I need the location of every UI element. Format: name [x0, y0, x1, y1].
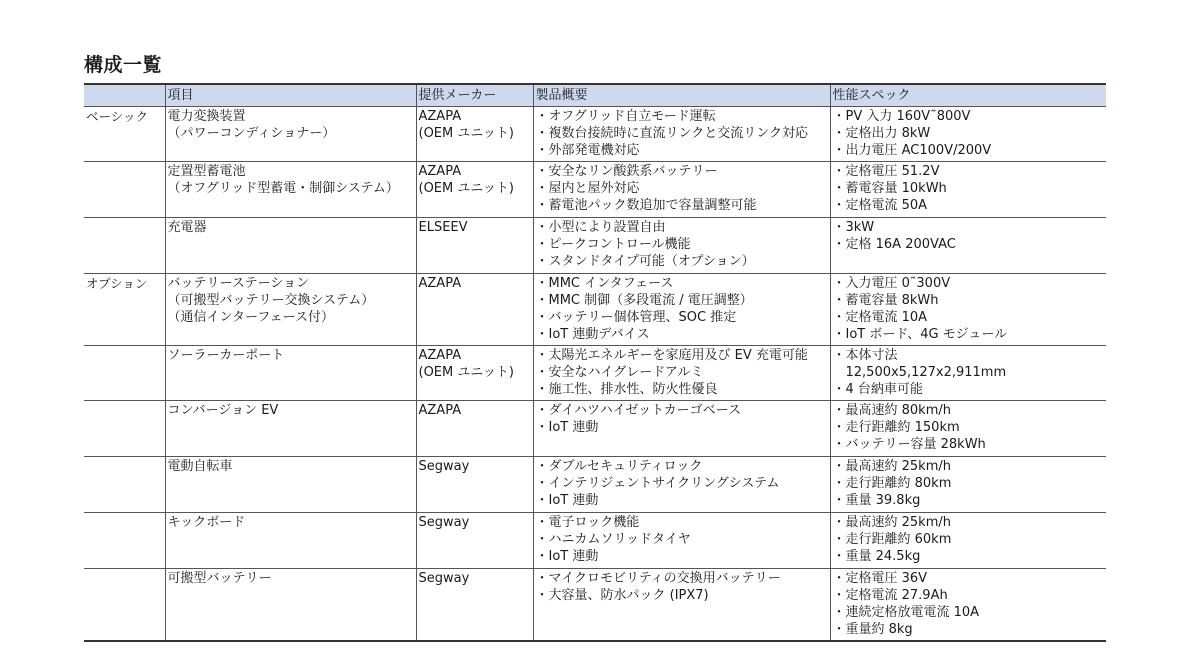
spec-cell — [830, 346, 1106, 401]
maker-line: AZAPA — [418, 164, 462, 179]
overview-line: ・バッテリー個体管理、SOC 推定 — [535, 310, 737, 325]
maker-cell — [416, 218, 533, 274]
spec-line: ・最高速約 25km/h — [832, 515, 951, 530]
category-cell — [84, 346, 165, 401]
overview-line: ・蓄電池パック数追加で容量調整可能 — [535, 198, 757, 213]
overview-cell — [533, 274, 830, 346]
overview-line: ・IoT 連動 — [535, 493, 599, 508]
overview-cell — [533, 457, 830, 513]
item-cell — [165, 162, 416, 218]
table-row — [84, 107, 1106, 162]
spec-line: ・PV 入力 160V˜800V — [832, 109, 971, 124]
header-item: 項目 — [165, 84, 416, 107]
spec-line: ・走行距離約 60km — [832, 532, 952, 547]
overview-line: ・複数台接続時に直流リンクと交流リンク対応 — [535, 126, 808, 141]
maker-cell — [416, 274, 533, 346]
maker-cell — [416, 162, 533, 218]
table-row — [84, 162, 1106, 218]
category-cell — [84, 513, 165, 569]
category-cell: オプション — [84, 274, 165, 346]
maker-line: (OEM ユニット) — [418, 126, 514, 141]
spec-line: ・4 台納車可能 — [832, 382, 923, 397]
page-title: 構成一覧 — [84, 54, 163, 76]
table-row — [84, 218, 1106, 274]
header-spec: 性能スペック — [830, 84, 1106, 107]
item-cell — [165, 457, 416, 513]
spec-line: ・定格電流 27.9Ah — [832, 588, 948, 603]
spec-line: ・最高速約 80km/h — [832, 403, 951, 418]
category-cell — [84, 162, 165, 218]
overview-line: ・小型により設置自由 — [535, 220, 666, 235]
overview-line: ・マイクロモビリティの交換用バッテリー — [535, 571, 781, 586]
item-line: （通信インターフェース付） — [167, 310, 335, 325]
spec-line: ・定格出力 8kW — [832, 126, 931, 141]
header-maker: 提供メーカー — [416, 84, 533, 107]
overview-line: ・IoT 連動 — [535, 420, 599, 435]
overview-line: ・MMC 制御（多段電流 / 電圧調整） — [535, 293, 753, 308]
maker-cell — [416, 107, 533, 162]
overview-line: ・インテリジェントサイクリングシステム — [535, 476, 780, 491]
overview-line: ・安全なハイグレードアルミ — [535, 365, 704, 380]
spec-cell — [830, 107, 1106, 162]
overview-line: ・ピークコントロール機能 — [535, 237, 691, 252]
header-category — [84, 84, 165, 107]
overview-line: ・ハニカムソリッドタイヤ — [535, 532, 691, 547]
maker-line: AZAPA — [418, 276, 462, 291]
overview-line: ・IoT 連動デバイス — [535, 327, 650, 342]
overview-line: ・ダイハツハイゼットカーゴベース — [535, 403, 742, 418]
item-line: 可搬型バッテリー — [167, 571, 272, 586]
spec-cell — [830, 162, 1106, 218]
spec-line: ・蓄電容量 10kWh — [832, 181, 947, 196]
overview-cell — [533, 346, 830, 401]
spec-cell — [830, 513, 1106, 569]
maker-line: Segway — [418, 459, 470, 474]
spec-line: ・3kW — [832, 220, 875, 235]
overview-line: ・MMC インタフェース — [535, 276, 674, 291]
spec-line: ・バッテリー容量 28kWh — [832, 437, 986, 452]
table-row — [84, 513, 1106, 569]
item-cell — [165, 218, 416, 274]
item-line: 電動自転車 — [167, 459, 233, 474]
overview-line: ・太陽光エネルギーを家庭用及び EV 充電可能 — [535, 348, 808, 363]
spec-cell — [830, 401, 1106, 457]
spec-cell — [830, 218, 1106, 274]
overview-line: ・電子ロック機能 — [535, 515, 640, 530]
spec-line: ・定格電圧 36V — [832, 571, 928, 586]
spec-line: ・入力電圧 0˜300V — [832, 276, 951, 291]
category-cell — [84, 401, 165, 457]
spec-cell — [830, 274, 1106, 346]
item-line: （可搬型バッテリー交換システム） — [167, 293, 375, 308]
item-cell — [165, 401, 416, 457]
table-row — [84, 274, 1106, 346]
spec-cell — [830, 569, 1106, 642]
spec-line: ・重量 24.5kg — [832, 549, 921, 564]
overview-line: ・ダブルセキュリティロック — [535, 459, 703, 474]
category-cell — [84, 218, 165, 274]
overview-line: ・施工性、排水性、防火性優良 — [535, 382, 718, 397]
maker-line: AZAPA — [418, 348, 462, 363]
spec-line: ・本体寸法 — [832, 348, 898, 363]
spec-line: 12,500x5,127x2,911mm — [832, 365, 1007, 380]
spec-line: ・定格 16A 200VAC — [832, 237, 956, 252]
maker-line: Segway — [418, 571, 470, 586]
table-row — [84, 346, 1106, 401]
maker-cell — [416, 457, 533, 513]
item-cell — [165, 569, 416, 642]
spec-line: ・定格電流 50A — [832, 198, 928, 213]
item-line: 電力変換装置 — [167, 109, 246, 124]
item-cell — [165, 513, 416, 569]
item-cell — [165, 274, 416, 346]
configuration-table — [84, 83, 1106, 642]
maker-cell — [416, 513, 533, 569]
spec-line: ・走行距離約 150km — [832, 420, 960, 435]
spec-line: ・出力電圧 AC100V/200V — [832, 143, 992, 158]
item-cell — [165, 107, 416, 162]
category-cell — [84, 569, 165, 642]
item-line: バッテリーステーション — [167, 276, 310, 291]
overview-line: ・安全なリン酸鉄系バッテリー — [535, 164, 718, 179]
maker-cell — [416, 346, 533, 401]
table-header-row — [84, 84, 1106, 107]
item-cell — [165, 346, 416, 401]
item-line: （パワーコンディショナー） — [167, 126, 336, 141]
overview-cell — [533, 569, 830, 642]
item-line: 定置型蓄電池 — [167, 164, 246, 179]
table-row — [84, 401, 1106, 457]
maker-line: ELSEEV — [418, 220, 468, 235]
spec-line: ・定格電流 10A — [832, 310, 928, 325]
table-row — [84, 457, 1106, 513]
item-line: （オフグリッド型蓄電・制御システム） — [167, 181, 399, 196]
maker-line: AZAPA — [418, 109, 462, 124]
overview-cell — [533, 107, 830, 162]
maker-cell — [416, 569, 533, 642]
overview-line: ・屋内と屋外対応 — [535, 181, 640, 196]
spec-cell — [830, 457, 1106, 513]
item-line: 充電器 — [167, 220, 207, 235]
spec-line: ・重量 39.8kg — [832, 493, 921, 508]
overview-line: ・スタンドタイプ可能（オプション） — [535, 254, 755, 269]
spec-line: ・最高速約 25km/h — [832, 459, 951, 474]
spec-line: ・走行距離約 80km — [832, 476, 952, 491]
spec-line: ・定格電圧 51.2V — [832, 164, 940, 179]
overview-cell — [533, 513, 830, 569]
maker-line: (OEM ユニット) — [418, 181, 514, 196]
maker-line: Segway — [418, 515, 470, 530]
spec-line: ・連続定格放電電流 10A — [832, 605, 980, 620]
maker-cell — [416, 401, 533, 457]
item-line: コンバージョン EV — [167, 403, 279, 418]
maker-line: (OEM ユニット) — [418, 365, 514, 380]
overview-line: ・オフグリッド自立モード運転 — [535, 109, 716, 124]
table-row — [84, 569, 1106, 642]
category-cell — [84, 457, 165, 513]
category-cell: ベーシック — [84, 107, 165, 162]
overview-cell — [533, 218, 830, 274]
item-line: キックボード — [167, 515, 246, 530]
overview-cell — [533, 401, 830, 457]
overview-cell — [533, 162, 830, 218]
overview-line: ・外部発電機対応 — [535, 143, 640, 158]
header-overview: 製品概要 — [533, 84, 830, 107]
item-line: ソーラーカーポート — [167, 348, 285, 363]
overview-line: ・大容量、防水パック (IPX7) — [535, 588, 709, 603]
table-body — [84, 107, 1106, 642]
spec-line: ・IoT ボード、4G モジュール — [832, 327, 1008, 342]
spec-line: ・重量約 8kg — [832, 622, 913, 637]
spec-line: ・蓄電容量 8kWh — [832, 293, 939, 308]
maker-line: AZAPA — [418, 403, 462, 418]
overview-line: ・IoT 連動 — [535, 549, 599, 564]
